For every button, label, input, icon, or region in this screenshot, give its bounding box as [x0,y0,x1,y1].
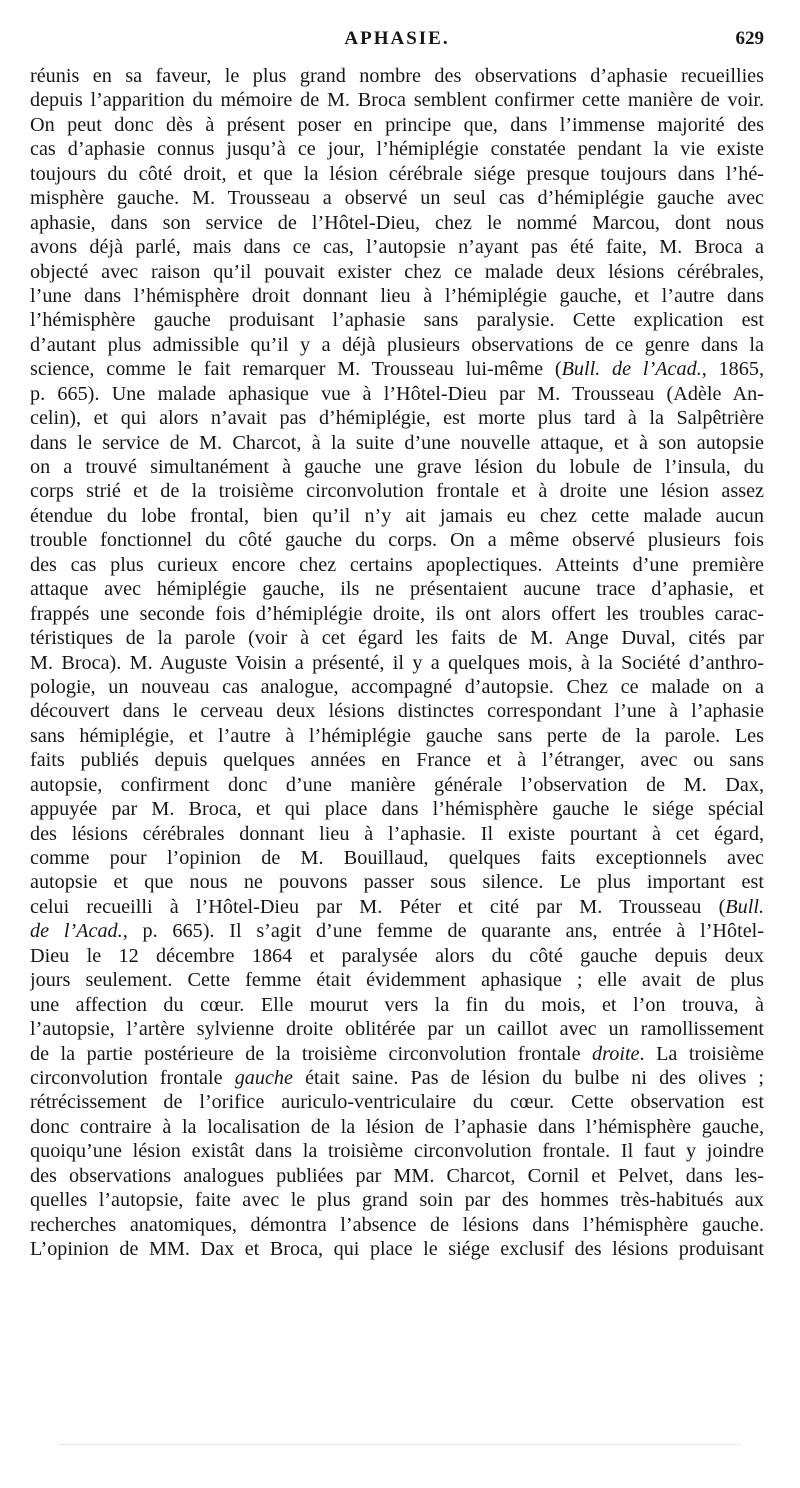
text-line: l’une dans l’hémisphère droit donnant lieu à l’hémiplégie gauche, et l’autre dans [30,284,764,307]
text-line: toujours du côté droit, et que la lésion cérébrale siége presque toujours dans l’hé- [30,162,764,185]
text-line: quelles l’autopsie, faite avec le plus grand soin par des hommes très-habitués aux [30,1189,764,1212]
text-line: attaque avec hémiplégie gauche, ils ne présentaient aucune trace d’aphasie, et [30,578,764,601]
text-line: de la partie postérieure de la troisième circonvolution frontale droite. La troisième [30,1042,764,1065]
text-line: M. Broca). M. Auguste Voisin a présenté, il y a quelques mois, à la Société d’anthro- [30,651,764,674]
text-line: aphasie, dans son service de l’Hôtel-Dieu, chez le nommé Marcou, dont nous [30,211,764,234]
text-line: celui recueilli à l’Hôtel-Dieu par M. Péter et cité par M. Trousseau (Bull. [30,895,764,918]
text-line: une affection du cœur. Elle mourut vers la fin du mois, et l’on trouva, à [30,993,764,1016]
text-line: des cas plus curieux encore chez certains apoplectiques. Atteints d’une première [30,553,764,576]
text-line: réunis en sa faveur, le plus grand nombre des observations d’aphasie recueillies [30,65,764,87]
text-line: dans le service de M. Charcot, à la suite d’une nouvelle attaque, et à son autopsie [30,431,764,454]
text-line: trouble fonctionnel du côté gauche du corps. On a même observé plusieurs fois [30,529,764,552]
body-text [30,64,764,1261]
page-header [30,28,764,58]
text-line: d’autant plus admissible qu’il y a déjà plusieurs observations de ce genre dans la [30,333,764,356]
text-line: autopsie et que nous ne pouvons passer sous silence. Le plus important est [30,871,764,894]
text-line: découvert dans le cerveau deux lésions distinctes correspondant l’une à l’aphasie [30,700,764,723]
text-line: jours seulement. Cette femme était évidemment aphasique ; elle avait de plus [30,969,764,992]
text-line: corps strié et de la troisième circonvolution frontale et à droite une lésion assez [30,480,764,503]
text-line: téristiques de la parole (voir à cet égard les faits de M. Ange Duval, cités par [30,627,764,650]
text-line: on a trouvé simultanément à gauche une grave lésion du lobule de l’insula, du [30,456,764,478]
text-line: de l’Acad., p. 665). Il s’agit d’une femme de quarante ans, entrée à l’Hôtel- [30,920,764,943]
text-line: étendue du lobe frontal, bien qu’il n’y ait jamais eu chez cette malade aucun [30,504,764,527]
text-line: cas d’aphasie connus jusqu’à ce jour, l’hémiplégie constatée pendant la vie existe [30,138,764,161]
text-line: science, comme le fait remarquer M. Trousseau lui-même (Bull. de l’Acad., 1865, [30,358,764,381]
bottom-scan-artifact [60,1444,740,1447]
text-line: comme pour l’opinion de M. Bouillaud, quelques faits exceptionnels avec [30,847,764,869]
text-line: L’opinion de MM. Dax et Broca, qui place le siége exclusif des lésions produisant [30,1238,764,1260]
text-line: rétrécissement de l’orifice auriculo-ventriculaire du cœur. Cette observation est [30,1091,764,1114]
text-line: Dieu le 12 décembre 1864 et paralysée alors du côté gauche depuis deux [30,944,764,967]
text-line: quoiqu’une lésion existât dans la troisième circonvolution frontale. Il faut y joindre [30,1140,764,1163]
text-line: circonvolution frontale gauche était saine. Pas de lésion du bulbe ni des olives ; [30,1066,764,1089]
text-line: p. 665). Une malade aphasique vue à l’Hôtel-Dieu par M. Trousseau (Adèle An- [30,382,764,405]
text-line: l’hémisphère gauche produisant l’aphasie sans paralysie. Cette explication est [30,309,764,332]
text-line: autopsie, confirment donc d’une manière générale l’observation de M. Dax, [30,773,764,796]
text-line: recherches anatomiques, démontra l’absence de lésions dans l’hémisphère gauche. [30,1213,764,1236]
text-line: faits publiés depuis quelques années en France et à l’étranger, avec ou sans [30,749,764,772]
text-line: sans hémiplégie, et l’autre à l’hémiplégie gauche sans perte de la parole. Les [30,724,764,747]
text-line: avons déjà parlé, mais dans ce cas, l’autopsie n’ayant pas été faite, M. Broca a [30,236,764,259]
text-line: des observations analogues publiées par MM. Charcot, Cornil et Pelvet, dans les- [30,1164,764,1187]
text-line: depuis l’apparition du mémoire de M. Broca semblent confirmer cette manière de voir. [30,89,764,112]
text-line: des lésions cérébrales donnant lieu à l’aphasie. Il existe pourtant à cet égard, [30,822,764,845]
text-line: appuyée par M. Broca, et qui place dans l’hémisphère gauche le siége spécial [30,798,764,821]
text-line: donc contraire à la localisation de la lésion de l’aphasie dans l’hémisphère gauche, [30,1115,764,1138]
text-line: On peut donc dès à présent poser en principe que, dans l’immense majorité des [30,113,764,136]
text-line: l’autopsie, l’artère sylvienne droite oblitérée par un caillot avec un ramollissement [30,1018,764,1041]
text-line: frappés une seconde fois d’hémiplégie droite, ils ont alors offert les troubles carac- [30,602,764,625]
text-line: objecté avec raison qu’il pouvait exister chez ce malade deux lésions cérébrales, [30,260,764,283]
text-line: celin), et qui alors n’avait pas d’hémiplégie, est morte plus tard à la Salpêtrière [30,407,764,430]
text-line: pologie, un nouveau cas analogue, accompagné d’autopsie. Chez ce malade on a [30,675,764,698]
page-number: 629 [735,28,764,49]
text-line: misphère gauche. M. Trousseau a observé un seul cas d’hémiplégie gauche avec [30,187,764,210]
running-title: APHASIE. [344,28,450,49]
